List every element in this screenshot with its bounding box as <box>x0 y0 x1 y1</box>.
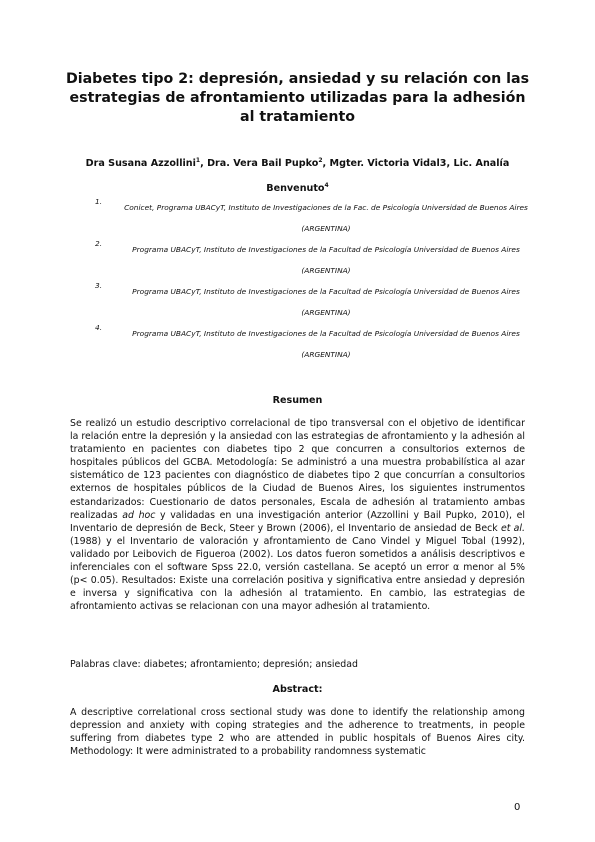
resumen-text-2: y validadas en una investigación anterior (Azzollini y Bail Pupko, 2010), el Inventario de depresión de Beck, Steer y Brown (2006), el Inventario de ansiedad de Beck <box>70 509 525 534</box>
author-line <box>60 150 535 200</box>
affiliation-item <box>95 323 535 365</box>
page-number: 0 <box>514 802 521 813</box>
resumen-heading: Resumen <box>272 395 323 406</box>
affiliation-item <box>95 239 535 281</box>
affiliation-text: Programa UBACyT, Instituto de Investigaciones de la Facultad de Psicología Universidad de Buenos Aires (ARGENTINA) <box>132 329 520 359</box>
affiliation-item <box>95 281 535 323</box>
abstract-heading: Abstract: <box>272 684 323 695</box>
resumen-italic-ad-hoc: ad hoc <box>122 509 156 521</box>
affiliation-text: Conicet, Programa UBACyT, Instituto de Investigaciones de la Fac. de Psicología Universidad de Buenos Aires (ARGENTINA) <box>124 203 528 233</box>
resumen-paragraph <box>70 417 525 613</box>
resumen-text-3: (1988) y el Inventario de valoración y afrontamiento de Cano Vindel y Miguel Tobal (1992), validado por Leibovich de Figueroa (2002). Los datos fueron sometidos a análisis descriptivos e inferenciales con el software Spss 22.0, versión castellana. Se aceptó un error α menor al 5% (p< 0.05). Resultados: Existe una correlación positiva y significativa entre ansiedad y depresión e inversa y significativa con la adhesión al tratamiento. En cambio, las estrategias de afrontamiento activas se relacionan con una mayor adhesión al tratamiento. <box>70 535 525 613</box>
author-4-affil-mark: 4 <box>324 182 329 190</box>
affiliation-text: Programa UBACyT, Instituto de Investigaciones de la Facultad de Psicología Universidad de Buenos Aires (ARGENTINA) <box>132 245 520 275</box>
resumen-text-1: Se realizó un estudio descriptivo correlacional de tipo transversal con el objetivo de identificar la relación entre la depresión y la ansiedad con las estrategias de afrontamiento y la adhesión al tratamiento en pacientes con diabetes tipo 2 que concurren a consultorios externos de hospitales públicos del GCBA. Metodología: Se administró a una muestra probabilística al azar sistemático de 123 pacientes con diagnóstico de diabetes tipo 2 que concurrían a consultorios externos de hospitales públicos de la Ciudad de Buenos Aires, los siguientes instrumentos estandarizados: Cuestionario de datos personales, Escala de adhesión al tratamiento ambas realizadas <box>70 418 525 521</box>
paper-title: Diabetes tipo 2: depresión, ansiedad y su relación con las estrategias de afrontamiento utilizadas para la adhesión al tratamiento <box>65 71 530 125</box>
resumen-italic-et-al: et al. <box>500 522 525 534</box>
affiliation-text: Programa UBACyT, Instituto de Investigaciones de la Facultad de Psicología Universidad de Buenos Aires (ARGENTINA) <box>132 287 520 317</box>
authors-3-4: , Mgter. Victoria Vidal3, Lic. Analía Benvenuto <box>266 158 510 195</box>
affiliation-number: 4. <box>95 323 103 332</box>
affiliation-list <box>95 197 535 365</box>
affiliation-number: 2. <box>95 239 103 248</box>
keywords-line: Palabras clave: diabetes; afrontamiento; depresión; ansiedad <box>70 659 358 670</box>
affiliation-number: 3. <box>95 281 103 290</box>
abstract-paragraph: A descriptive correlational cross sectional study was done to identify the relationship among depression and anxiety with coping strategies and the adherence to treatments, in people suffering from diabetes type 2 who are attended in public hospitals of Buenos Aires city. Methodology: It were administrated to a probability randomness systematic <box>70 707 525 758</box>
author-1: Dra Susana Azzollini <box>85 158 196 170</box>
author-2-affil-mark: 2 <box>318 157 323 164</box>
author-1-affil-mark: 1 <box>195 157 201 164</box>
affiliation-number: 1. <box>95 197 103 206</box>
affiliation-item <box>95 197 535 239</box>
author-2: , Dra. Vera Bail Pupko <box>200 158 319 170</box>
